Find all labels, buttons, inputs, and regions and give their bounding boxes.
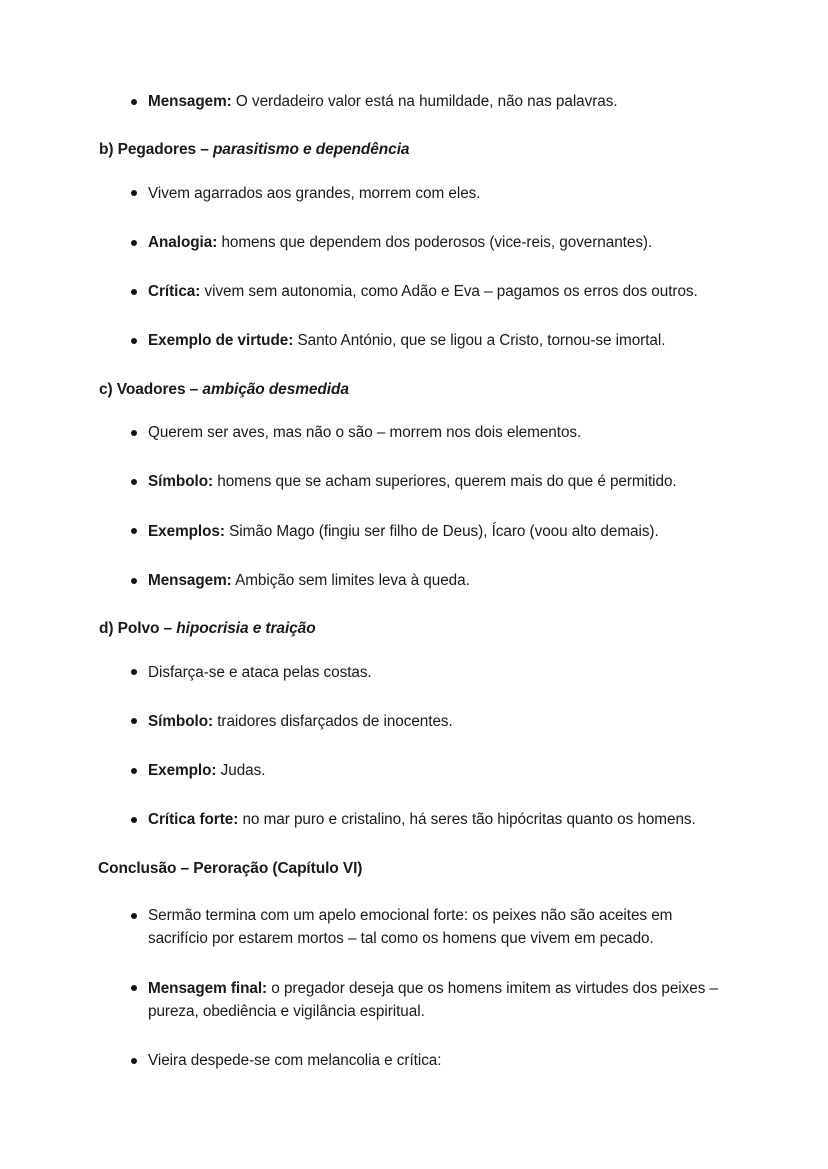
list-item: [99, 808, 731, 831]
list-item: [99, 421, 731, 444]
bullet-dot-icon: [131, 289, 137, 295]
section-heading-voadores: [99, 379, 731, 401]
bullet-dot-icon: [131, 479, 137, 485]
document-content: [99, 90, 731, 1072]
section-heading-subtitle: ambição desmedida: [202, 380, 349, 398]
bullet-dot-icon: [131, 578, 137, 584]
list-item-label: Mensagem:: [148, 571, 232, 589]
section-heading-conclusao: [98, 858, 731, 880]
list-item: [99, 470, 731, 493]
list-item-text: Judas.: [216, 762, 266, 780]
bullet-list-pegadores: [99, 182, 731, 353]
list-item: [99, 977, 731, 1024]
bullet-dot-icon: [131, 669, 137, 675]
list-item: [99, 710, 731, 733]
bullet-list-conclusao: [99, 904, 731, 1072]
list-item-text: Santo António, que se ligou a Cristo, tornou-se imortal.: [293, 332, 666, 350]
list-item: [99, 520, 731, 543]
list-item-text: homens que se acham superiores, querem mais do que é permitido.: [213, 473, 677, 491]
section-heading-subtitle: hipocrisia e traição: [176, 620, 316, 638]
section-heading-subtitle: parasitismo e dependência: [212, 141, 410, 159]
list-item-text: Vivem agarrados aos grandes, morrem com eles.: [148, 184, 481, 202]
list-item-text: o pregador deseja que os homens imitem as virtudes dos peixes – pureza, obediência e vigilância espiritual.: [148, 979, 718, 1020]
bullet-dot-icon: [131, 817, 137, 823]
list-item: [99, 231, 731, 254]
list-item-label: Crítica forte:: [148, 811, 239, 829]
list-item-label: Símbolo:: [148, 473, 214, 491]
bullet-dot-icon: [131, 430, 137, 436]
list-item-text: O verdadeiro valor está na humildade, não nas palavras.: [231, 93, 618, 110]
list-item-label: Exemplos:: [148, 522, 225, 540]
list-item: [99, 569, 731, 592]
list-item-label: Mensagem final:: [148, 979, 268, 997]
bullet-dot-icon: [131, 190, 137, 196]
list-item: [99, 90, 731, 113]
list-item: [99, 904, 731, 951]
list-item-label: Analogia:: [148, 233, 218, 251]
bullet-list-polvo: [99, 661, 731, 832]
list-item-text: traidores disfarçados de inocentes.: [213, 712, 453, 730]
list-item-label: Exemplo:: [148, 762, 217, 780]
section-heading-lead: d) Polvo –: [99, 620, 177, 638]
list-item: [99, 661, 731, 684]
list-item: [99, 329, 731, 352]
list-item-label: Símbolo:: [148, 712, 214, 730]
bullet-dot-icon: [131, 240, 137, 246]
bullet-dot-icon: [131, 528, 137, 534]
bullet-list-voadores: [99, 421, 731, 592]
bullet-dot-icon: [131, 718, 137, 724]
list-item-text: Vieira despede-se com melancolia e crítica:: [148, 1052, 442, 1070]
list-item-text: Sermão termina com um apelo emocional forte: os peixes não são aceites em sacrifício por estarem mortos – tal como os homens que vivem em pecado.: [148, 907, 673, 948]
list-item: [99, 280, 731, 303]
list-item-text: Disfarça-se e ataca pelas costas.: [148, 663, 372, 681]
list-item-label: Exemplo de virtude:: [148, 332, 294, 350]
list-item-label: Mensagem:: [148, 93, 232, 110]
list-item: [99, 182, 731, 205]
section-heading-pegadores: [99, 139, 731, 161]
list-item-label: Crítica:: [148, 283, 201, 301]
bullet-dot-icon: [131, 1058, 137, 1064]
list-item-text: Ambição sem limites leva à queda.: [231, 571, 470, 589]
list-item-text: homens que dependem dos poderosos (vice-reis, governantes).: [217, 233, 653, 251]
list-item-text: no mar puro e cristalino, há seres tão hipócritas quanto os homens.: [238, 811, 696, 829]
list-item-text: vivem sem autonomia, como Adão e Eva – pagamos os erros dos outros.: [200, 283, 698, 301]
bullet-dot-icon: [131, 913, 137, 919]
section-heading-polvo: [99, 618, 731, 640]
list-item: [99, 1049, 731, 1072]
list-item-text: Simão Mago (fingiu ser filho de Deus), Ícaro (voou alto demais).: [224, 522, 659, 540]
bullet-dot-icon: [131, 338, 137, 344]
bullet-dot-icon: [131, 768, 137, 774]
bullet-dot-icon: [131, 99, 137, 105]
list-item-text: Querem ser aves, mas não o são – morrem nos dois elementos.: [148, 424, 582, 442]
bullet-dot-icon: [131, 985, 137, 991]
section-heading-lead: c) Voadores –: [99, 380, 203, 398]
bullet-list-continued: [99, 90, 731, 113]
section-heading-lead: b) Pegadores –: [99, 141, 213, 159]
section-heading-text: Conclusão – Peroração (Capítulo VI): [98, 859, 363, 877]
list-item: [99, 759, 731, 782]
